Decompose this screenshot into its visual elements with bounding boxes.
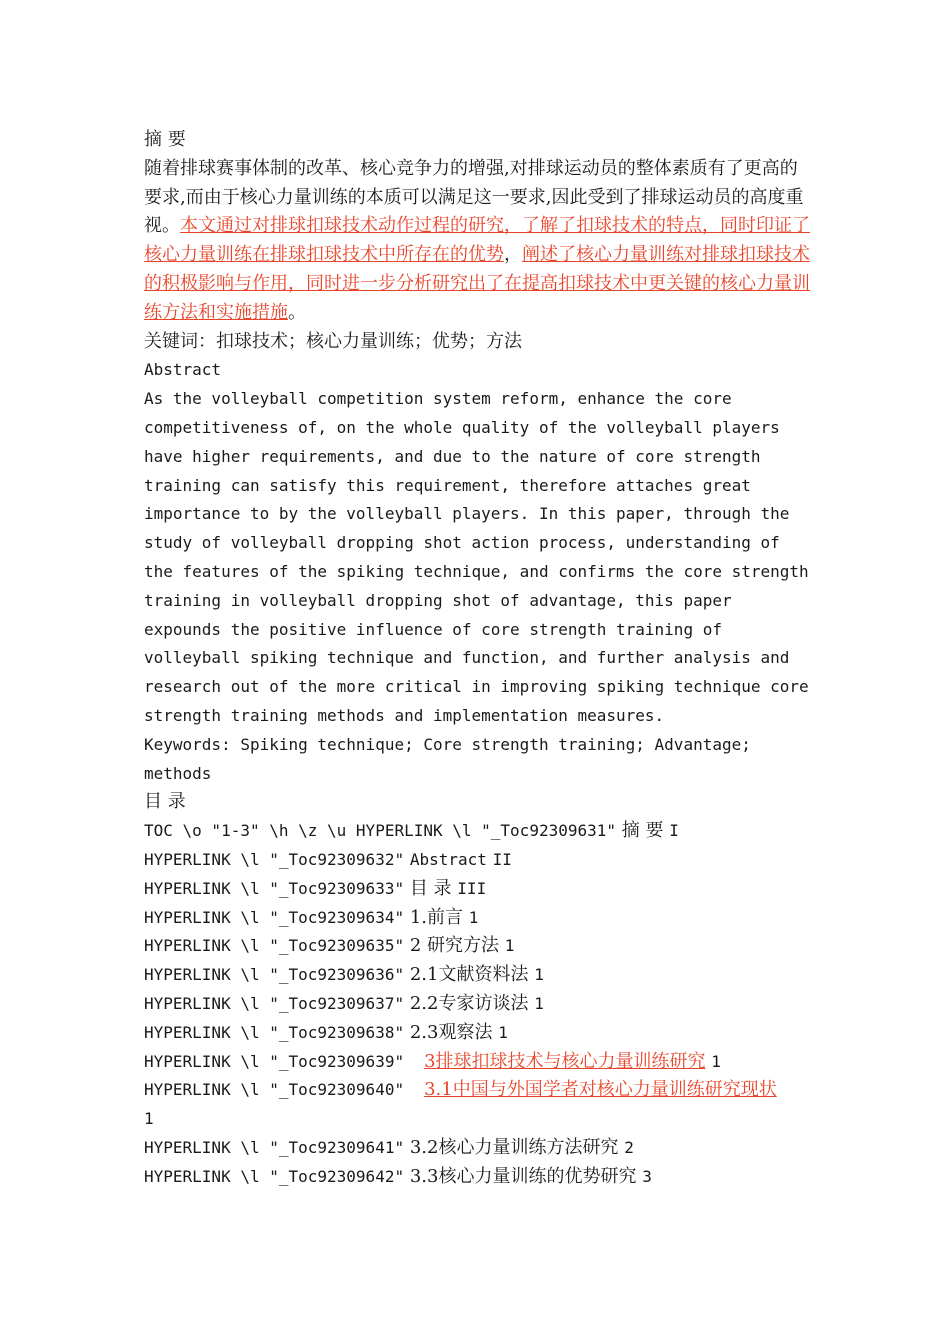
zh-abstract-heading: 摘 要: [144, 129, 186, 150]
toc-field-code: TOC \o "1-3" \h \z \u HYPERLINK \l "_Toc92309631": [144, 821, 617, 841]
toc-entry-highlighted[interactable]: [144, 1076, 814, 1105]
toc-entry[interactable]: [144, 932, 814, 961]
toc-page-number: 3: [642, 1166, 652, 1186]
en-abstract-line: importance to by the volleyball players. In this paper, through the: [144, 504, 790, 524]
toc-field-code: HYPERLINK \l "_Toc92309641": [144, 1137, 405, 1157]
toc-entry-title[interactable]: 2.3观察法: [409, 1021, 493, 1043]
zh-abstract-separator: ，: [504, 244, 522, 266]
toc-field-code: HYPERLINK \l "_Toc92309639": [144, 1051, 405, 1071]
en-abstract-line: As the volleyball competition system reform, enhance the core: [144, 389, 732, 409]
toc-entry-title[interactable]: 摘 要: [621, 820, 664, 842]
zh-abstract-text: 随着排球赛事体制的改革、核心竞争力的增强,对排球运动员的整体素质有了更高的要求,而由于核心力量训练的本质可以满足这一要求,因此受到了排球运动员的高度重视。: [144, 157, 804, 237]
toc-page-number: 1: [468, 907, 479, 927]
toc-page-number: 1: [144, 1109, 154, 1129]
toc-entry[interactable]: [144, 961, 814, 990]
en-abstract-line: have higher requirements, and due to the nature of core strength: [144, 446, 761, 466]
toc-page-number: 1: [534, 993, 544, 1013]
toc-field-code: HYPERLINK \l "_Toc92309633": [144, 878, 405, 898]
toc-heading: 目 录: [144, 791, 186, 813]
toc-entry-title[interactable]: 3.1中国与外国学者对核心力量训练研究现状: [424, 1079, 777, 1101]
toc-entry[interactable]: [144, 846, 814, 875]
toc-entry-title[interactable]: 2.1文献资料法: [409, 964, 529, 986]
document-body: [144, 126, 814, 1191]
toc-field-code: HYPERLINK \l "_Toc92309638": [144, 1022, 405, 1042]
zh-abstract-period: 。: [288, 301, 306, 323]
en-abstract-line: strength training methods and implementation measures.: [144, 705, 665, 725]
en-abstract-heading: Abstract: [144, 360, 222, 380]
zh-keywords: 关键词：扣球技术；核心力量训练；优势；方法: [144, 330, 522, 352]
zh-abstract-highlight-1: 本文通过对排球扣球技术动作过程的研究，了解了扣球技术的特点，同时印证了核心力量训练在排球扣球技术中所存在的优势: [144, 215, 810, 266]
en-keywords: Keywords: Spiking technique; Core strength training; Advantage;: [144, 734, 751, 754]
toc-entry-title[interactable]: 3排球扣球技术与核心力量训练研究: [424, 1050, 706, 1072]
toc-field-code: HYPERLINK \l "_Toc92309632": [144, 849, 405, 869]
en-keywords-continued: methods: [144, 763, 212, 783]
toc-entry-title[interactable]: 3.2核心力量训练方法研究: [409, 1136, 619, 1158]
zh-abstract-highlight-2: 阐述了核心力量训练对排球扣球技术的积极影响与作用，同时进一步分析研究出了在提高扣球技术中更关键的核心力量训练方法和实施措施: [144, 244, 810, 323]
toc-entry-title[interactable]: 2.2专家访谈法: [409, 992, 529, 1014]
toc-entry-title[interactable]: 3.3核心力量训练的优势研究: [409, 1165, 637, 1187]
toc-entry[interactable]: [144, 1019, 814, 1048]
toc-page-number: III: [457, 878, 487, 898]
en-abstract-body: [144, 385, 814, 731]
toc-entry[interactable]: [144, 817, 814, 846]
toc-page-number: I: [669, 821, 679, 841]
zh-abstract-paragraph: [144, 155, 814, 328]
toc-entry-title[interactable]: 目 录: [409, 877, 452, 899]
toc-entry-title[interactable]: 2 研究方法: [409, 935, 500, 957]
en-abstract-line: training in volleyball dropping shot of advantage, this paper: [144, 590, 732, 610]
toc-entry[interactable]: [144, 904, 814, 933]
toc-page-number: II: [492, 849, 512, 869]
en-abstract-line: volleyball spiking technique and function, and further analysis and: [144, 648, 790, 668]
toc-entry-title[interactable]: 1.前言: [409, 906, 464, 928]
toc-page-number: 1: [498, 1022, 508, 1042]
toc-page-number: 1: [711, 1051, 721, 1071]
toc-entry[interactable]: [144, 1134, 814, 1163]
toc-field-code: HYPERLINK \l "_Toc92309640": [144, 1080, 405, 1100]
toc-field-code: HYPERLINK \l "_Toc92309636": [144, 965, 405, 985]
toc-field-code: HYPERLINK \l "_Toc92309637": [144, 993, 405, 1013]
en-abstract-line: expounds the positive influence of core strength training of: [144, 619, 722, 639]
en-abstract-line: training can satisfy this requirement, therefore attaches great: [144, 475, 751, 495]
toc-page-number: 2: [624, 1137, 634, 1157]
en-abstract-line: research out of the more critical in improving spiking technique core: [144, 677, 809, 697]
toc-field-code: HYPERLINK \l "_Toc92309635": [144, 936, 405, 956]
toc-field-code: HYPERLINK \l "_Toc92309642": [144, 1166, 405, 1186]
toc-page-number: 1: [504, 936, 515, 956]
toc-page-number: 1: [534, 965, 544, 985]
en-abstract-line: competitiveness of, on the whole quality of the volleyball players: [144, 417, 780, 437]
toc-field-code: HYPERLINK \l "_Toc92309634": [144, 907, 405, 927]
toc-entry-highlighted[interactable]: [144, 1048, 814, 1077]
toc-entry[interactable]: [144, 875, 814, 904]
toc-entry-title[interactable]: Abstract: [409, 849, 487, 869]
en-abstract-line: study of volleyball dropping shot action process, understanding of: [144, 533, 780, 553]
toc-entry[interactable]: [144, 1163, 814, 1192]
toc-entry[interactable]: [144, 990, 814, 1019]
en-abstract-line: the features of the spiking technique, and confirms the core strength: [144, 561, 809, 581]
